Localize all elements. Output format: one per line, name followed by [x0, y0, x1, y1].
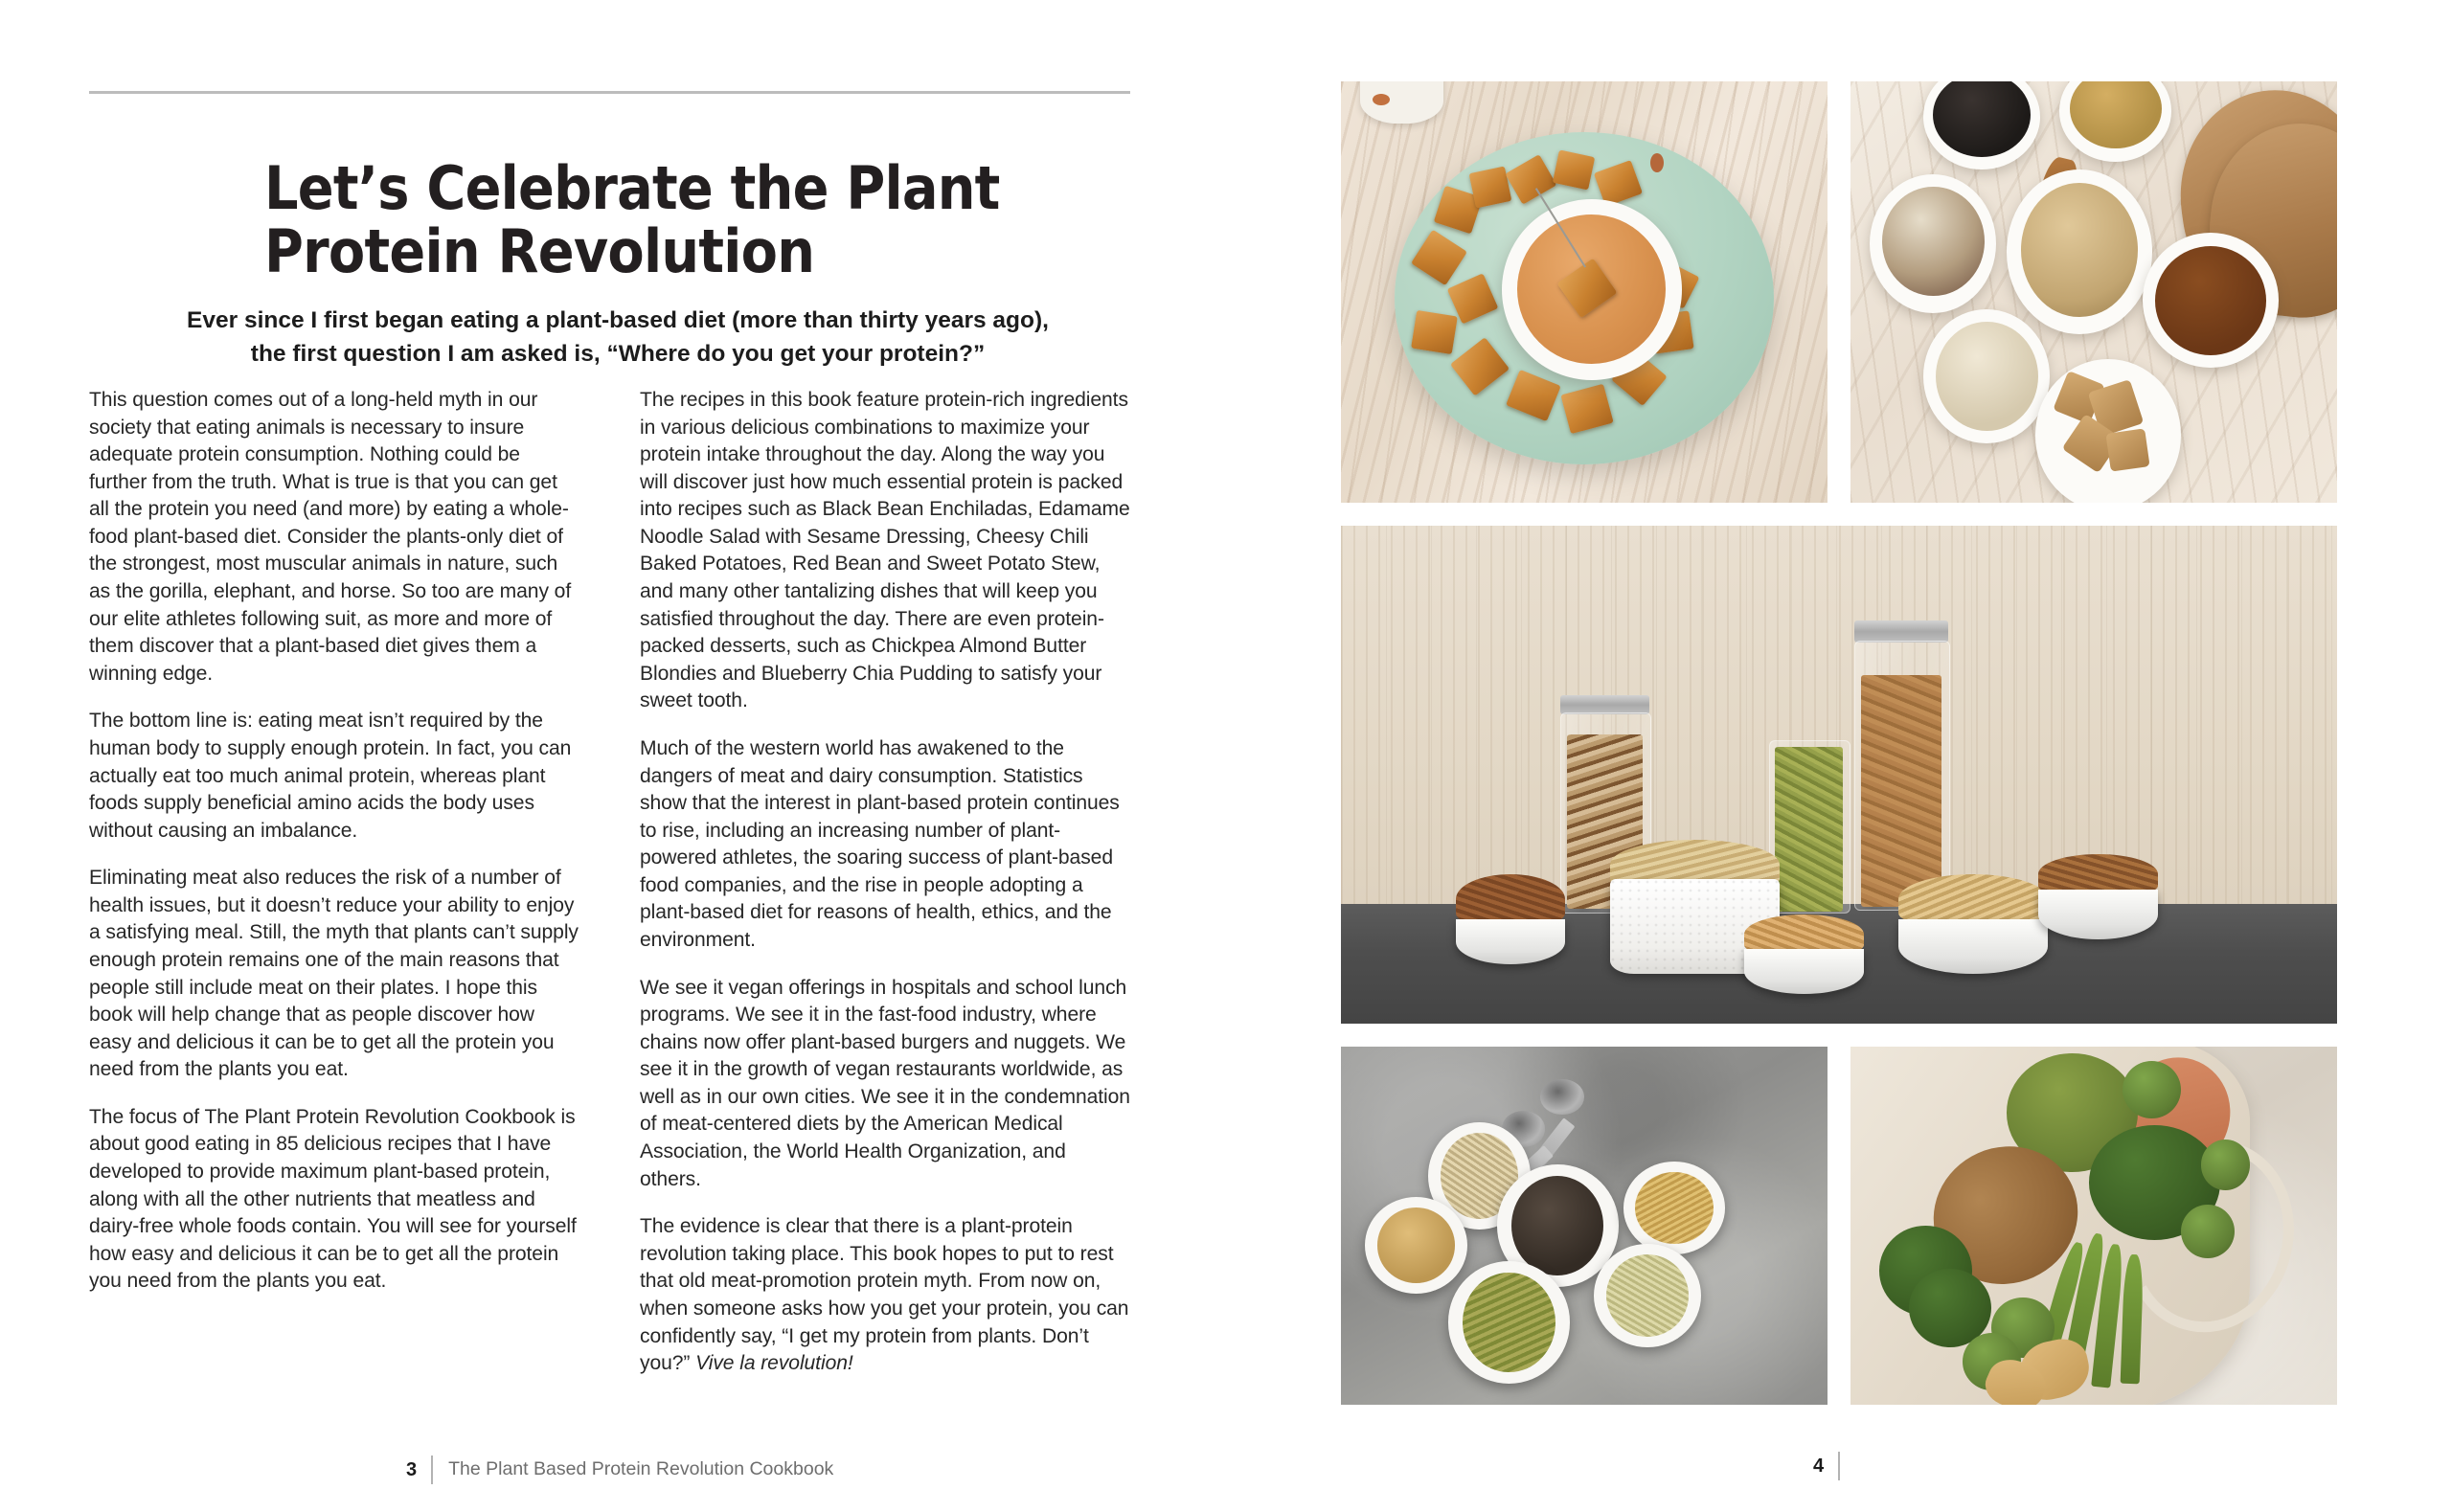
page-title-line-2: Protein Revolution: [264, 216, 815, 287]
paragraph-closing: [640, 1213, 1130, 1377]
page-subtitle: [144, 305, 1092, 372]
title-divider-rule: [89, 91, 1130, 94]
photo-vegetables-in-tote-bag: [1850, 1047, 2337, 1405]
page-number: 3: [406, 1459, 418, 1480]
photo-row-bottom: [1341, 1047, 2337, 1405]
body-column-right: [640, 387, 1130, 1378]
paragraph: This question comes out of a long-held myth in our society that eating animals is necessary to insure adequate protein consumption. Nothing could be further from the truth. What is true is that you can get all the protein you need (and more) by eating a whole-food plant-based diet. Consider the plants-only diet of the strongest, most muscular animals in nature, such as the gorilla, elephant, and horse. So too are many of our elite athletes following suit, as more and more of them discover that a plant-based diet gives them a winning edge.: [89, 389, 572, 685]
photo-seeds-in-bowls: [1341, 1047, 1828, 1405]
right-page-footer: [1813, 1450, 1840, 1482]
closing-italic-phrase: Vive la revolution!: [695, 1352, 853, 1375]
right-page: [1226, 0, 2452, 1512]
paragraph: The recipes in this book feature protein-rich ingredients in various delicious combinations to maximize your protein intake throughout the day. Along the way you will discover just how much essential protein is packed into recipes such as Black Bean Enchiladas, Edamame Noodle Salad with Sesame Dressing, Cheesy Chili Baked Potatoes, Red Bean and Sweet Potato Stew, and many other tantalizing dishes that will keep you satisfied throughout the day. There are even protein-packed desserts, such as Chickpea Almond Butter Blondies and Blueberry Chia Pudding to satisfy your sweet tooth.: [640, 389, 1130, 712]
page-subtitle-line-1: Ever since I first began eating a plant-based diet (more than thirty years ago),: [187, 307, 1049, 333]
photo-grid: [1341, 81, 2337, 1405]
paragraph: Much of the western world has awakened to the dangers of meat and dairy consumption. Statistics show that the interest in plant-based protein continues to rise, including an increasing number of plant-powered athletes, the soaring success of plant-based food companies, and the rise in people adopting a plant-based diet for reasons of health, ethics, and the environment.: [640, 736, 1120, 951]
footer-book-title: The Plant Based Protein Revolution Cookbook: [448, 1458, 834, 1480]
paragraph: Eliminating meat also reduces the risk of a number of health issues, but it doesn’t reduce your ability to enjoy a satisfying meal. Still, the myth that plants can’t supply enough protein remains one of the main reasons that people still include meat on their plates. I hope this book will help change that as people discover how easy and delicious it can be to get all the protein you need from the plants you eat.: [89, 867, 579, 1081]
photo-grains-and-seeds-bowls: [1850, 81, 2337, 503]
paragraph: We see it vegan offerings in hospitals and school lunch programs. We see it in the fast-food industry, where chains now offer plant-based burgers and nuggets. We see it in the growth of vegan restaurants worldwide, as well as in our own cities. We see it in the condemnation of meat-centered diets by the American Medical Association, the World Health Organization, and others.: [640, 976, 1130, 1190]
paragraph: The bottom line is: eating meat isn’t required by the human body to supply enough protein. In fact, you can actually eat too much animal protein, whereas plant foods supply beneficial amino acids the body uses without causing an imbalance.: [89, 710, 572, 842]
photo-row-top: [1341, 81, 2337, 503]
closing-text: The evidence is clear that there is a plant-protein revolution taking place. This book hopes to put to rest that old meat-promotion protein myth. From now on, when someone asks how you get your protein, you can confidently say, “I get my protein from plants. Don’t you?”: [640, 1215, 1129, 1375]
paragraph: The focus of The Plant Protein Revolution Cookbook is about good eating in 85 delicious recipes that I have developed to provide maximum plant-based protein, along with all the other nutrients that meatless and dairy-free whole foods contain. You will see for yourself how easy and delicious it can be to get all the protein you need from the plants you eat.: [89, 1105, 577, 1293]
page-subtitle-line-2: the first question I am asked is, “Where do you get your protein?”: [250, 340, 986, 367]
photo-tofu-with-tahini-sauce: [1341, 81, 1828, 503]
body-columns: [89, 387, 1130, 1378]
page-title-line-1: Let’s Celebrate the Plant: [264, 152, 1000, 223]
photo-nut-jars-and-bowls: [1341, 526, 2337, 1024]
photo-row-middle: [1341, 526, 2337, 1024]
body-column-left: [89, 387, 579, 1378]
left-page-footer: [406, 1454, 833, 1486]
page-number: 4: [1813, 1456, 1825, 1477]
page-title: [264, 152, 1136, 287]
footer-divider: [1838, 1452, 1840, 1480]
